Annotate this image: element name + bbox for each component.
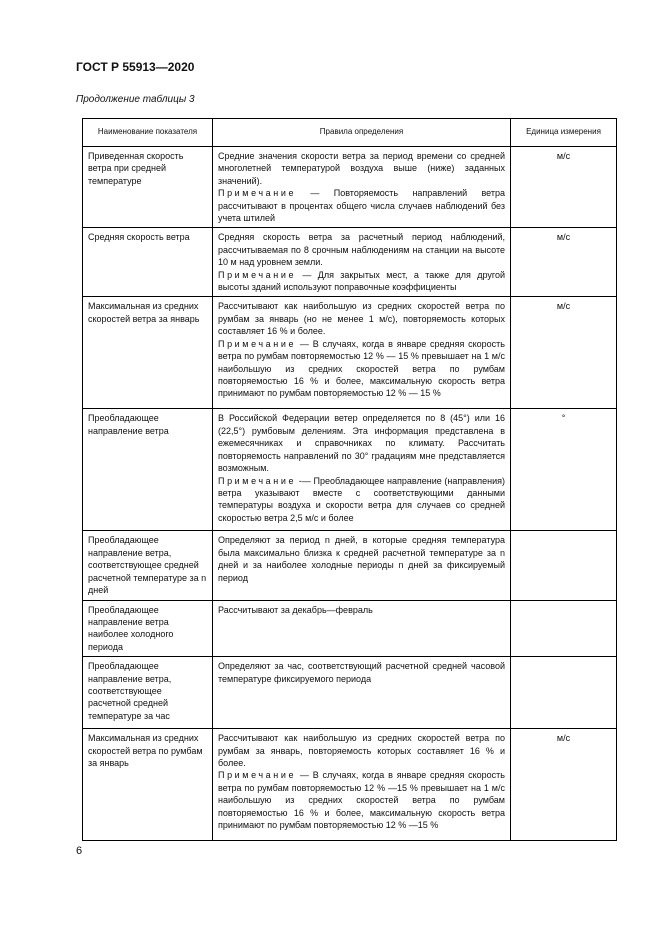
rule-text: Средняя скорость ветра за расчетный период наблюдений, рассчитываемая по 8 срочным наблюдениям на станции на высоте 10 м над уровнем земли. <box>218 232 505 268</box>
rule-note <box>218 338 505 400</box>
rule-note <box>218 475 505 525</box>
table-row <box>83 228 617 297</box>
determination-rule <box>213 409 511 531</box>
unit-of-measure: ° <box>511 409 617 531</box>
table-row <box>83 729 617 841</box>
determination-rule <box>213 729 511 841</box>
column-header-unit: Единица измерения <box>511 119 617 147</box>
parameter-name: Преобладающее направление ветра наиболее холодного периода <box>83 600 213 657</box>
parameter-name: Средняя скорость ветра <box>83 228 213 297</box>
determination-rule <box>213 657 511 729</box>
determination-rule <box>213 600 511 657</box>
rule-note <box>218 769 505 831</box>
unit-of-measure: м/с <box>511 297 617 409</box>
rule-note <box>218 269 505 294</box>
note-text: — Повторяемость направлений ветра рассчитывают в процентах общего числа случаев наблюдений без учета штилей <box>218 188 505 224</box>
parameter-name: Преобладающее направление ветра, соответствующее расчетной средней температуре за час <box>83 657 213 729</box>
rule-text: Рассчитывают как наибольшую из средних скоростей ветра по румбам за январь (но не менее 1 м/с), повторяемость которых составляет 16 % и более. <box>218 301 505 337</box>
unit-of-measure <box>511 531 617 600</box>
unit-of-measure: м/с <box>511 147 617 228</box>
rule-text: Определяют за час, соответствующий расчетной средней часовой температуре фиксируемого периода <box>218 661 505 684</box>
note-label: Примечание <box>218 338 297 349</box>
parameter-name: Максимальная из средних скоростей ветра за январь <box>83 297 213 409</box>
table-row <box>83 409 617 531</box>
column-header-name: Наименование показателя <box>83 119 213 147</box>
rule-text: Рассчитывают как наибольшую из средних скоростей ветра по румбам за январь, повторяемость которых составляет 16 % и более. <box>218 733 505 768</box>
table-header-row <box>83 119 617 147</box>
climate-parameters-table <box>82 118 617 841</box>
note-text: — Для закрытых мест, а также для другой высоты зданий используют поправочные коэффициенты <box>218 269 505 293</box>
determination-rule <box>213 297 511 409</box>
table-continuation-caption: Продолжение таблицы 3 <box>76 94 195 105</box>
note-label: Примечание <box>218 188 297 199</box>
rule-text: Рассчитывают за декабрь—февраль <box>218 604 373 615</box>
rule-text: Определяют за период n дней, в которые средняя температура была максимально близка к средней расчетной температуре за n дней и за наиболее холодные периоды n дней за фиксируемый период <box>218 535 505 583</box>
note-text: — В случаях, когда в январе средняя скорость ветра по румбам повторяемостью 12 % —15 % превышает на 1 м/с наибольшую из средних скоростей ветра по румбам повторяемостью 16 % и более, максимальную скорость ветра принимают по румбам повторяемостью 12 % —15 % <box>218 770 505 830</box>
note-text: — В случаях, когда в январе средняя скорость ветра по румбам повторяемостью 12 % — 15 % превышает на 1 м/с наибольшую из средних скоростей ветра по румбам повторяемостью 16 % и более, максимальную скорость ветра принимают по румбам повторяемостью 12 % — 15 % <box>218 338 505 399</box>
determination-rule <box>213 147 511 228</box>
table-row <box>83 147 617 228</box>
unit-of-measure: м/с <box>511 228 617 297</box>
unit-of-measure <box>511 600 617 657</box>
table-row <box>83 657 617 729</box>
rule-note <box>218 187 505 224</box>
note-label: Примечание <box>218 269 297 280</box>
unit-of-measure <box>511 657 617 729</box>
rule-text: В Российской Федерации ветер определяется по 8 (45°) или 16 (22,5°) румбовым делениям. Эта информация представлена в ежемесячниках и справочниках по климату. Рассчитать повторяемость направлений по 30° градациям мне представляется возможным. <box>218 413 505 474</box>
determination-rule <box>213 531 511 600</box>
rule-text: Средние значения скорости ветра за период времени со средней многолетней температурой воздуха выше (ниже) заданных значений). <box>218 151 505 186</box>
note-text: -— Преобладающее направление (направления) ветра указывают вместе с соответствующими данными температуры воздуха и скорости ветра для случаев со средней скоростью ветра 2,5 м/с и более <box>218 475 505 523</box>
unit-of-measure: м/с <box>511 729 617 841</box>
column-header-rules: Правила определения <box>213 119 511 147</box>
parameter-name: Преобладающее направление ветра, соответствующее средней расчетной температуре за n дней <box>83 531 213 600</box>
table-row <box>83 531 617 600</box>
determination-rule <box>213 228 511 297</box>
parameter-name: Приведенная скорость ветра при средней температуре <box>83 147 213 228</box>
parameter-name: Максимальная из средних скоростей ветра по румбам за январь <box>83 729 213 841</box>
doc-title: ГОСТ Р 55913—2020 <box>76 60 195 74</box>
note-label: Примечание <box>218 770 297 781</box>
parameter-name: Преобладающее направление ветра <box>83 409 213 531</box>
table-row <box>83 600 617 657</box>
page-number: 6 <box>76 845 83 857</box>
table-row <box>83 297 617 409</box>
note-label: Примечание <box>218 475 297 486</box>
